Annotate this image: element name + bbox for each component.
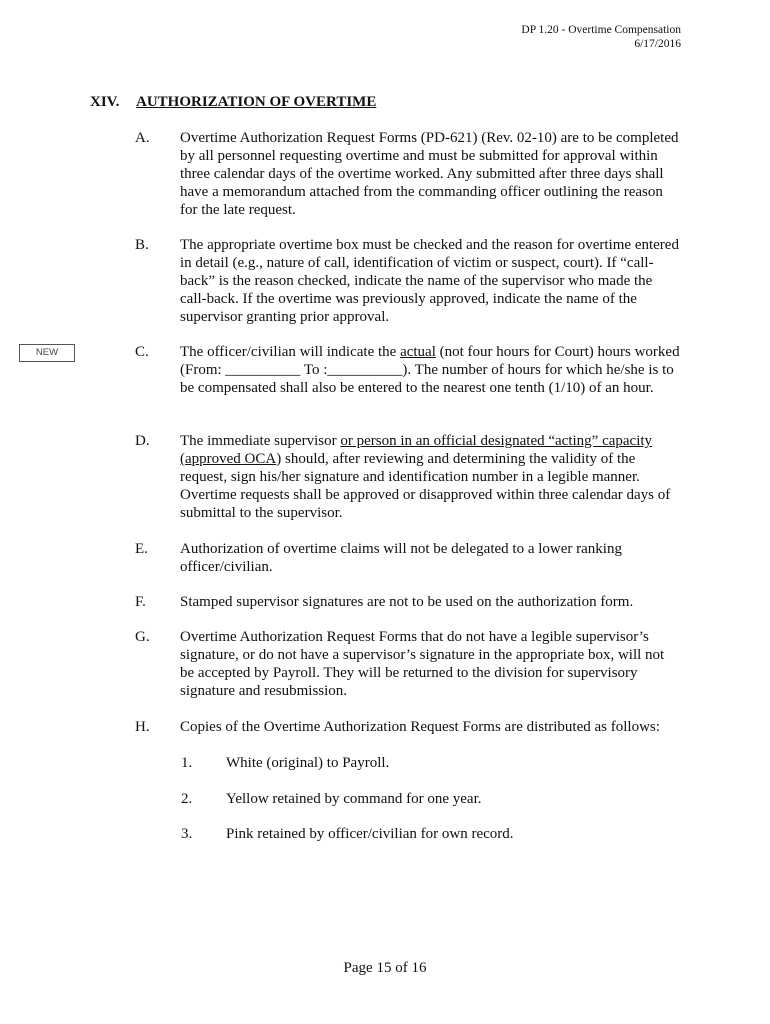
page-header [521, 23, 681, 51]
item-b [135, 236, 680, 326]
item-g [135, 628, 680, 700]
item-text-post: ) should, after reviewing and determining the validity of the request, sign his/her signature and identification number in a legible manner. Overtime requests shall be approved or disapproved within three calendar days of submittal to the supervisor. [180, 451, 671, 521]
item-a [135, 129, 680, 219]
subitem-number: 3. [181, 826, 193, 842]
subitem-text: White (original) to Payroll. [226, 755, 390, 771]
item-letter: B. [135, 237, 149, 253]
page-footer: Page 15 of 16 [343, 960, 427, 976]
subitem-number: 1. [181, 755, 193, 771]
item-letter: C. [135, 344, 149, 360]
item-text: Overtime Authorization Request Forms that do not have a legible supervisor’s signature, or do not have a supervisor’s signature in the appropriate box, will not be accepted by Payroll. They will be returned to the division for supervisory signature and resubmission. [180, 629, 665, 699]
new-badge: NEW [19, 344, 75, 362]
item-text: Copies of the Overtime Authorization Request Forms are distributed as follows: [180, 719, 660, 735]
item-text: The appropriate overtime box must be checked and the reason for overtime entered in detail (e.g., nature of call, identification of victim or suspect, court). If “call-back” is the reason checked, indicate the name of the supervisor who made the call-back. If the overtime was previously approved, indicate the name of the supervisor granting prior approval. [180, 237, 679, 325]
subitem-text: Yellow retained by command for one year. [226, 791, 482, 807]
item-letter: E. [135, 541, 148, 557]
item-h [135, 718, 680, 736]
item-text-pre: The immediate supervisor [180, 433, 341, 449]
item-letter: A. [135, 130, 150, 146]
item-text-post: (not four hours for Court) hours worked (From: __________ To :__________). The number of hours for which he/she is to be compensated shall also be entered to the nearest one tenth (1/10) of an hour. [180, 344, 680, 396]
item-text-underlined: or person in an official designated “acting” capacity (approved OCA [180, 433, 653, 467]
subitem-3 [181, 825, 681, 843]
subitem-number: 2. [181, 791, 193, 807]
header-date: 6/17/2016 [634, 38, 681, 50]
subitem-1 [181, 754, 681, 772]
item-d [135, 432, 680, 522]
item-text: Stamped supervisor signatures are not to be used on the authorization form. [180, 594, 634, 610]
item-text-underlined: actual [400, 344, 436, 360]
item-text-pre: The officer/civilian will indicate the [180, 344, 401, 360]
item-letter: H. [135, 719, 150, 735]
header-doc-title: DP 1.20 - Overtime Compensation [521, 24, 681, 36]
item-letter: D. [135, 433, 150, 449]
section-heading [90, 94, 376, 111]
subitem-text: Pink retained by officer/civilian for own record. [226, 826, 514, 842]
item-f [135, 593, 680, 611]
item-text: Overtime Authorization Request Forms (PD-621) (Rev. 02-10) are to be completed by all personnel requesting overtime and must be submitted for approval within three calendar days of the overtime worked. Any submitted after three days shall have a memorandum attached from the commanding officer outlining the reason for the late request. [180, 130, 679, 218]
item-text: Authorization of overtime claims will not be delegated to a lower ranking officer/civilian. [180, 541, 622, 575]
item-letter: G. [135, 629, 150, 645]
item-text [180, 432, 680, 522]
item-letter: F. [135, 594, 146, 610]
item-e [135, 540, 680, 576]
section-number: XIV. [90, 94, 120, 110]
item-text [180, 343, 680, 397]
item-c [135, 343, 680, 397]
section-title: AUTHORIZATION OF OVERTIME [136, 94, 377, 110]
subitem-2 [181, 790, 681, 808]
